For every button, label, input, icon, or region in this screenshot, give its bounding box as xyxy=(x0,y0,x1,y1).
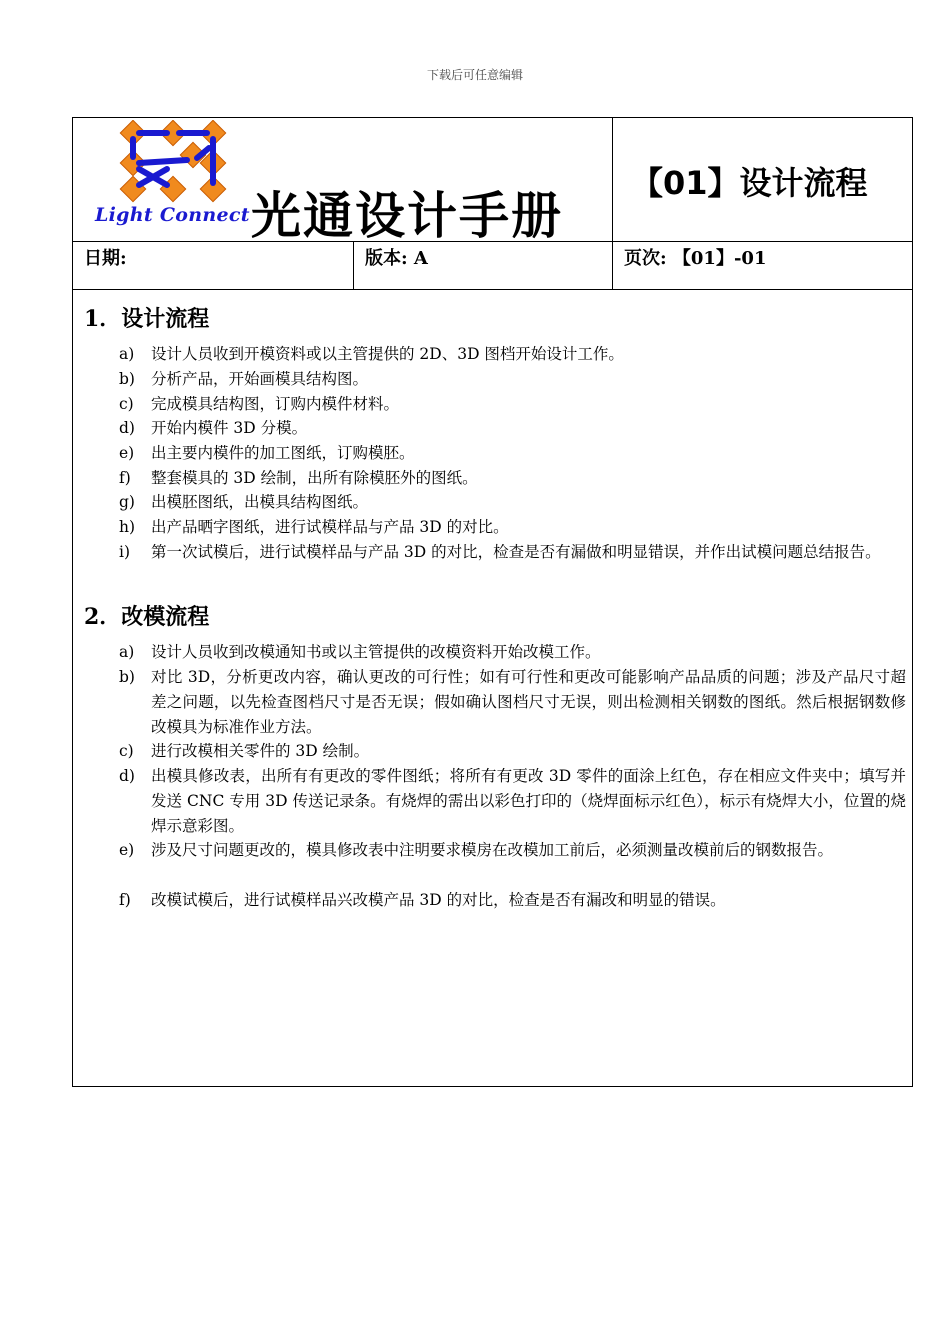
download-note: 下载后可任意编辑 xyxy=(426,68,523,82)
version-label: 版本: A xyxy=(365,248,428,269)
list-marker: e) xyxy=(119,841,135,859)
section-heading-modify: 2．改模流程 xyxy=(84,604,210,630)
list-marker: c) xyxy=(119,742,134,760)
list-text: 第一次试模后，进行试模样品与产品 3D 的对比，检查是否有漏做和明显错误，并作出试模问题总结报告。 xyxy=(151,543,881,561)
list-marker: a) xyxy=(119,345,135,363)
list-text: 对比 3D，分析更改内容，确认更改的可行性；如有可行性和更改可能影响产品品质的问题；涉及产品尺寸超差之问题，以先检查图档尺寸是否无误；假如确认图档尺寸无误，则出检测相关钢数的图纸。然后根据钢数修改模具为标准作业方法。 xyxy=(151,668,906,736)
version-cell xyxy=(354,242,613,290)
page-cell xyxy=(613,242,912,290)
header-brand-cell xyxy=(73,118,613,245)
list-text: 进行改模相关零件的 3D 绘制。 xyxy=(151,742,370,760)
page-label: 页次: 【01】-01 xyxy=(624,248,767,269)
brand-name: Light Connect xyxy=(95,204,250,226)
list-text: 分析产品，开始画模具结构图。 xyxy=(151,370,369,388)
list-marker: e) xyxy=(119,444,135,462)
document-frame xyxy=(72,117,913,1087)
list-marker: f) xyxy=(119,469,131,487)
list-text: 设计人员收到改模通知书或以主管提供的改模资料开始改模工作。 xyxy=(151,643,601,661)
list-text: 开始内模件 3D 分模。 xyxy=(151,419,308,437)
list-text: 改模试模后，进行试模样品兴改模产品 3D 的对比，检查是否有漏改和明显的错误。 xyxy=(151,891,726,909)
list-marker: a) xyxy=(119,643,135,661)
list-marker: c) xyxy=(119,395,134,413)
date-cell xyxy=(73,242,354,290)
list-marker: d) xyxy=(119,419,135,437)
header-section-cell xyxy=(613,118,912,242)
section-heading-design: 1．设计流程 xyxy=(84,306,210,332)
list-marker: i) xyxy=(119,543,131,561)
date-label: 日期: xyxy=(84,248,127,269)
list-text: 涉及尺寸问题更改的，模具修改表中注明要求模房在改模加工前后，必须测量改模前后的钢数报告。 xyxy=(151,841,834,859)
list-marker: b) xyxy=(119,370,135,388)
list-text: 出产品晒字图纸，进行试模样品与产品 3D 的对比。 xyxy=(151,518,509,536)
list-marker: g) xyxy=(119,493,135,511)
list-marker: h) xyxy=(119,518,136,536)
section-title: 【01】设计流程 xyxy=(631,164,868,202)
list-text: 出主要内模件的加工图纸，订购模胚。 xyxy=(151,444,415,462)
list-marker: d) xyxy=(119,767,135,785)
list-text: 设计人员收到开模资料或以主管提供的 2D、3D 图档开始设计工作。 xyxy=(151,345,624,363)
list-text: 整套模具的 3D 绘制，出所有除模胚外的图纸。 xyxy=(151,469,478,487)
list-marker: b) xyxy=(119,668,135,686)
list-text: 出模胚图纸，出模具结构图纸。 xyxy=(151,493,369,511)
list-marker: f) xyxy=(119,891,131,909)
manual-title: 光通设计手册 xyxy=(251,187,563,245)
list-text: 出模具修改表，出所有有更改的零件图纸；将所有有更改 3D 零件的面涂上红色，存在相应文件夹中；填写并发送 CNC 专用 3D 传送记录条。有烧焊的需出以彩色打印的（烧焊面标示红色），标示有烧焊大小，位置的烧焊示意彩图。 xyxy=(151,767,906,835)
list-text: 完成模具结构图，订购内模件材料。 xyxy=(151,395,400,413)
